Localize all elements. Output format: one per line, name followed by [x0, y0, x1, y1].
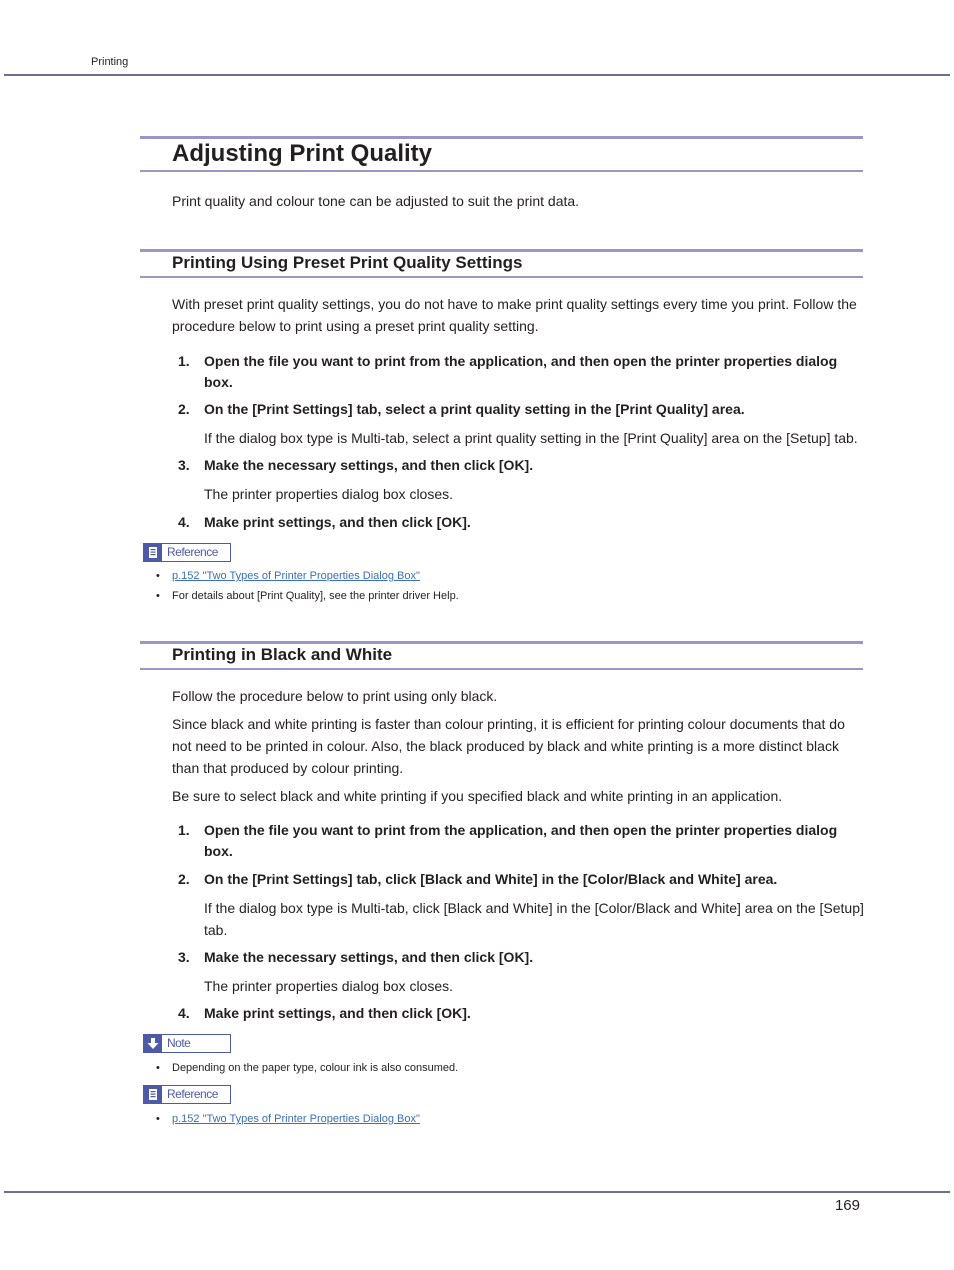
reference-icon	[144, 1086, 162, 1103]
step-number: 4.	[178, 514, 190, 530]
step-number: 1.	[178, 353, 190, 369]
step-text: Open the file you want to print from the application, and then open the printer properties dialog box.	[204, 353, 838, 390]
step-3-detail: The printer properties dialog box closes.	[204, 978, 454, 994]
step-number: 2.	[178, 871, 190, 887]
step-number: 3.	[178, 949, 190, 965]
reference-badge	[143, 543, 231, 562]
running-header: Printing	[91, 56, 129, 68]
step-text: On the [Print Settings] tab, select a print quality setting in the [Print Quality] area.	[204, 401, 745, 417]
bullet-dot: •	[156, 570, 160, 582]
section2-paragraph-2: Since black and white printing is faster than colour printing, it is efficient for printing colour documents that do not need to be printed in colour. Also, the black produced by black and white printing is a more distinct black than that produced by colour printing.	[172, 716, 845, 776]
arrow-down-icon	[144, 1035, 162, 1052]
section-heading-preset	[140, 249, 863, 278]
section-heading-text: Printing in Black and White	[172, 645, 393, 664]
note-badge	[143, 1034, 231, 1053]
reference-icon	[144, 544, 162, 561]
section-heading-text: Printing Using Preset Print Quality Settings	[172, 253, 523, 272]
step-3-detail: The printer properties dialog box closes.	[204, 486, 454, 502]
step-text: Make the necessary settings, and then click [OK].	[204, 457, 534, 473]
bullet-text: Depending on the paper type, colour ink is also consumed.	[172, 1062, 459, 1074]
bullet-dot: •	[156, 1113, 160, 1125]
step-number: 1.	[178, 822, 190, 838]
section2-paragraph-1: Follow the procedure below to print using only black.	[172, 688, 498, 704]
step-text: On the [Print Settings] tab, click [Black and White] in the [Color/Black and White] area.	[204, 871, 778, 887]
step-2-detail: If the dialog box type is Multi-tab, select a print quality setting in the [Print Quality] area on the [Setup] tab.	[204, 430, 858, 446]
cross-reference-link[interactable]: p.152 "Two Types of Printer Properties Dialog Box"	[172, 570, 420, 582]
bullet-text: For details about [Print Quality], see the printer driver Help.	[172, 590, 459, 602]
intro-paragraph: Print quality and colour tone can be adjusted to suit the print data.	[172, 193, 580, 209]
step-text: Make the necessary settings, and then click [OK].	[204, 949, 534, 965]
bullet-dot: •	[156, 590, 160, 602]
page-title-box	[140, 136, 863, 172]
reference-label: Reference	[167, 1087, 218, 1101]
section1-intro: With preset print quality settings, you do not have to make print quality settings every time you print. Follow the procedure below to print using a preset print quality setting.	[172, 296, 857, 334]
step-number: 4.	[178, 1005, 190, 1021]
step-text: Make print settings, and then click [OK].	[204, 514, 471, 530]
section2-paragraph-3: Be sure to select black and white printing if you specified black and white printing in an application.	[172, 788, 783, 804]
step-text: Open the file you want to print from the application, and then open the printer properties dialog box.	[204, 822, 838, 859]
step-text: Make print settings, and then click [OK].	[204, 1005, 471, 1021]
reference-badge	[143, 1085, 231, 1104]
header-rule	[4, 74, 950, 76]
section-heading-black-white	[140, 641, 863, 670]
step-number: 3.	[178, 457, 190, 473]
page-title: Adjusting Print Quality	[172, 140, 433, 167]
step-number: 2.	[178, 401, 190, 417]
page-number: 169	[834, 1197, 860, 1214]
note-label: Note	[167, 1036, 191, 1050]
step-2-detail: If the dialog box type is Multi-tab, click [Black and White] in the [Color/Black and White] area on the [Setup] tab.	[204, 900, 864, 938]
reference-label: Reference	[167, 545, 218, 559]
bullet-dot: •	[156, 1062, 160, 1074]
footer-rule	[4, 1191, 950, 1193]
cross-reference-link[interactable]: p.152 "Two Types of Printer Properties Dialog Box"	[172, 1113, 420, 1125]
